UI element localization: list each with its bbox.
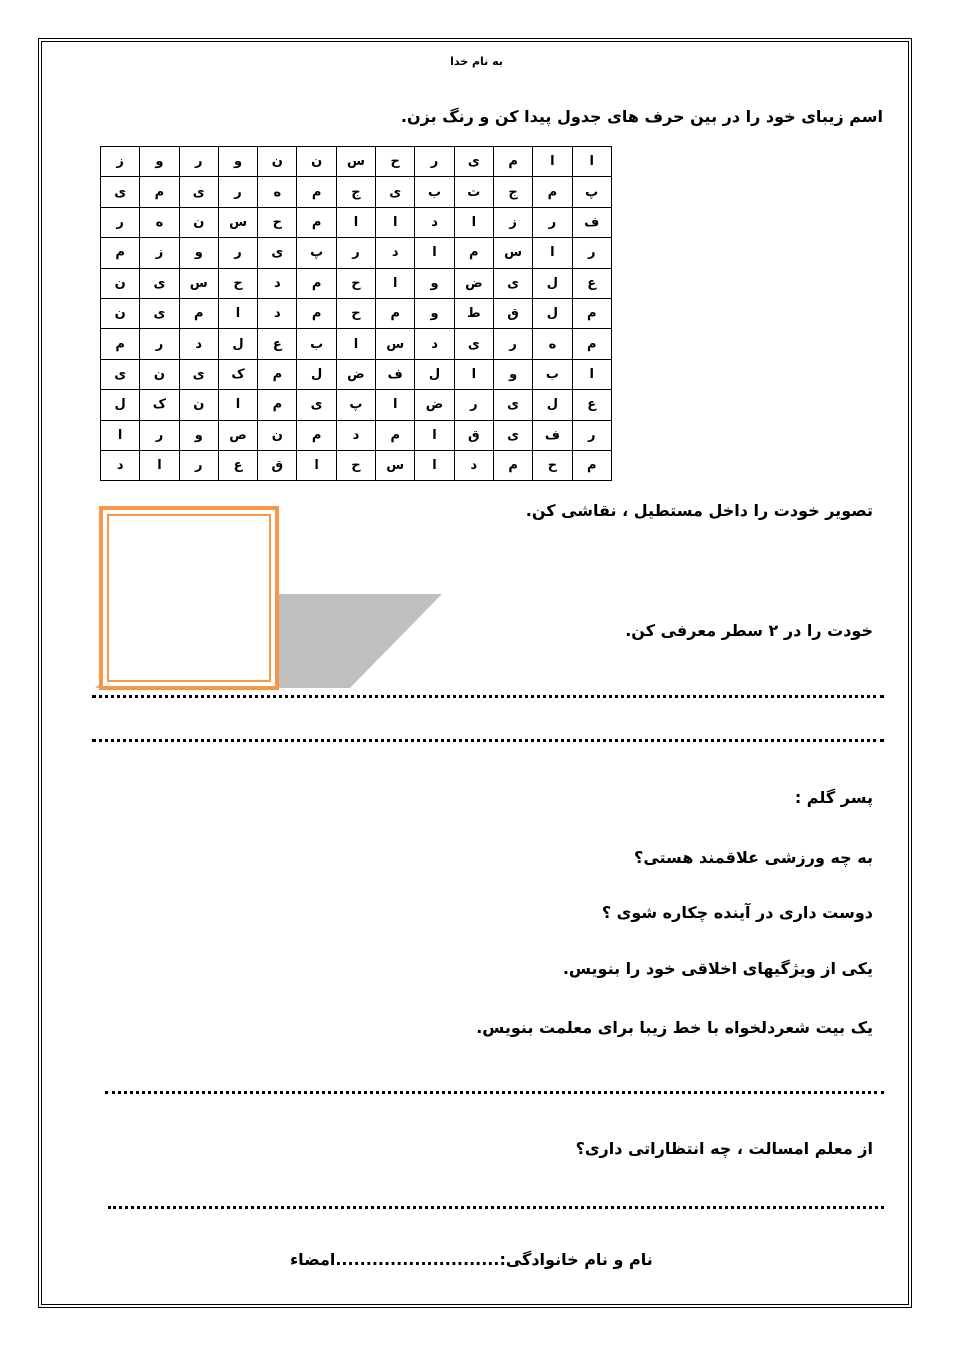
grid-cell[interactable]: ح	[336, 298, 375, 328]
grid-cell[interactable]: س	[218, 207, 257, 237]
grid-cell[interactable]: م	[376, 420, 415, 450]
grid-cell[interactable]: س	[376, 329, 415, 359]
question-expectations: از معلم امسالت ، چه انتظاراتی داری؟	[575, 1139, 873, 1158]
grid-cell[interactable]: ف	[572, 207, 611, 237]
grid-cell[interactable]: ر	[101, 207, 140, 237]
grid-cell[interactable]: م	[454, 238, 493, 268]
grid-cell[interactable]: ب	[533, 359, 572, 389]
grid-cell[interactable]: ی	[297, 390, 336, 420]
grid-cell[interactable]: و	[179, 238, 218, 268]
grid-cell[interactable]: م	[572, 450, 611, 480]
draw-yourself-instruction: تصویر خودت را داخل مستطیل ، نقاشی کن.	[525, 501, 873, 520]
grid-cell[interactable]: ل	[533, 298, 572, 328]
grid-cell[interactable]: م	[297, 177, 336, 207]
grid-cell[interactable]: ا	[533, 238, 572, 268]
grid-cell[interactable]: ح	[336, 268, 375, 298]
grid-cell[interactable]: ب	[297, 329, 336, 359]
grid-cell[interactable]: ا	[533, 147, 572, 177]
grid-cell[interactable]: و	[179, 420, 218, 450]
grid-row	[101, 390, 612, 420]
grid-cell[interactable]: ل	[101, 390, 140, 420]
grid-cell[interactable]: ا	[376, 268, 415, 298]
grid-cell[interactable]: و	[493, 359, 532, 389]
grid-cell[interactable]: ل	[533, 390, 572, 420]
grid-cell[interactable]: ق	[258, 450, 297, 480]
self-portrait-box[interactable]	[99, 506, 279, 690]
grid-cell[interactable]: ی	[493, 420, 532, 450]
grid-cell[interactable]: ر	[140, 420, 179, 450]
grid-cell[interactable]: ل	[297, 359, 336, 389]
grid-cell[interactable]: ن	[258, 147, 297, 177]
grid-cell[interactable]: ل	[415, 359, 454, 389]
writing-line-2[interactable]	[92, 739, 884, 742]
grid-cell[interactable]: م	[376, 298, 415, 328]
grid-cell[interactable]: ی	[454, 147, 493, 177]
grid-cell[interactable]: ا	[101, 420, 140, 450]
grid-cell[interactable]: ی	[101, 177, 140, 207]
grid-cell[interactable]: ه	[258, 177, 297, 207]
grid-cell[interactable]: د	[454, 450, 493, 480]
grid-cell[interactable]: ل	[218, 329, 257, 359]
grid-cell[interactable]: م	[533, 177, 572, 207]
grid-row	[101, 177, 612, 207]
grid-cell[interactable]: ن	[140, 359, 179, 389]
grid-cell[interactable]: ی	[179, 177, 218, 207]
grid-row	[101, 329, 612, 359]
grid-cell[interactable]: ک	[218, 359, 257, 389]
grid-cell[interactable]: ی	[493, 268, 532, 298]
grid-cell[interactable]: م	[297, 420, 336, 450]
grid-cell[interactable]: ر	[493, 329, 532, 359]
grid-row	[101, 207, 612, 237]
grid-cell[interactable]: د	[258, 268, 297, 298]
grid-cell[interactable]: ض	[336, 359, 375, 389]
signature-line[interactable]: نام و نام خانوادگی:...........................امضاء	[290, 1250, 653, 1269]
grid-cell[interactable]: ا	[140, 450, 179, 480]
grid-cell[interactable]: ص	[218, 420, 257, 450]
grid-cell[interactable]: م	[572, 298, 611, 328]
grid-cell[interactable]: د	[179, 329, 218, 359]
grid-cell[interactable]: ر	[454, 390, 493, 420]
grid-cell[interactable]: م	[101, 238, 140, 268]
grid-cell[interactable]: ع	[572, 268, 611, 298]
grid-cell[interactable]: ا	[218, 298, 257, 328]
grid-cell[interactable]: م	[572, 329, 611, 359]
grid-cell[interactable]: د	[336, 420, 375, 450]
grid-cell[interactable]: ا	[572, 359, 611, 389]
grid-cell[interactable]: ی	[101, 359, 140, 389]
grid-cell[interactable]: ا	[218, 390, 257, 420]
grid-cell[interactable]: د	[376, 238, 415, 268]
grid-cell[interactable]: م	[297, 207, 336, 237]
grid-cell[interactable]: ع	[258, 329, 297, 359]
grid-cell[interactable]: و	[415, 298, 454, 328]
grid-cell[interactable]: پ	[297, 238, 336, 268]
grid-cell[interactable]: ه	[140, 207, 179, 237]
grid-cell[interactable]: ا	[415, 450, 454, 480]
greeting-heading: پسر گلم :	[794, 788, 873, 807]
grid-cell[interactable]: ر	[218, 177, 257, 207]
grid-cell[interactable]: ا	[454, 359, 493, 389]
grid-cell[interactable]: س	[179, 268, 218, 298]
grid-cell[interactable]: م	[101, 329, 140, 359]
grid-cell[interactable]: ا	[415, 238, 454, 268]
grid-cell[interactable]: ر	[572, 238, 611, 268]
grid-cell[interactable]: ر	[572, 420, 611, 450]
grid-cell[interactable]: م	[297, 268, 336, 298]
grid-cell[interactable]: ز	[140, 238, 179, 268]
grid-row	[101, 268, 612, 298]
grid-cell[interactable]: ح	[218, 268, 257, 298]
grid-cell[interactable]: ی	[258, 238, 297, 268]
grid-cell[interactable]: ا	[572, 147, 611, 177]
grid-cell[interactable]: م	[493, 450, 532, 480]
grid-cell[interactable]: ز	[493, 207, 532, 237]
grid-cell[interactable]: م	[140, 177, 179, 207]
grid-cell[interactable]: ی	[140, 268, 179, 298]
writing-line-1[interactable]	[92, 695, 884, 698]
grid-cell[interactable]: م	[493, 147, 532, 177]
grid-cell[interactable]: س	[493, 238, 532, 268]
grid-row	[101, 450, 612, 480]
grid-cell[interactable]: ه	[533, 329, 572, 359]
grid-row	[101, 147, 612, 177]
grid-cell[interactable]: ج	[493, 177, 532, 207]
grid-cell[interactable]: و	[415, 268, 454, 298]
grid-cell[interactable]: ن	[258, 420, 297, 450]
grid-cell[interactable]: ا	[336, 207, 375, 237]
grid-cell[interactable]: م	[258, 390, 297, 420]
grid-cell[interactable]: ر	[218, 238, 257, 268]
grid-cell[interactable]: م	[179, 298, 218, 328]
grid-cell[interactable]: ی	[179, 359, 218, 389]
grid-cell[interactable]: ا	[297, 450, 336, 480]
grid-cell[interactable]: ب	[415, 177, 454, 207]
grid-cell[interactable]: ق	[493, 298, 532, 328]
grid-cell[interactable]: ا	[376, 390, 415, 420]
grid-cell[interactable]: ر	[179, 147, 218, 177]
grid-cell[interactable]: ن	[179, 390, 218, 420]
grid-cell[interactable]: و	[140, 147, 179, 177]
grid-cell[interactable]: ط	[454, 298, 493, 328]
grid-cell[interactable]: م	[297, 298, 336, 328]
grid-cell[interactable]: ر	[336, 238, 375, 268]
grid-cell[interactable]: ن	[101, 298, 140, 328]
writing-line-4[interactable]	[108, 1206, 884, 1209]
grid-cell[interactable]: ی	[140, 298, 179, 328]
grid-cell[interactable]: ج	[336, 177, 375, 207]
letter-grid	[100, 146, 612, 481]
grid-cell[interactable]: م	[258, 359, 297, 389]
grid-row	[101, 359, 612, 389]
question-poem: یک بیت شعردلخواه با خط زیبا برای معلمت بنویس.	[476, 1018, 873, 1037]
grid-cell[interactable]: ر	[415, 147, 454, 177]
question-sport: به چه ورزشی علاقمند هستی؟	[634, 848, 873, 867]
grid-cell[interactable]: ض	[415, 390, 454, 420]
grid-cell[interactable]: ی	[454, 329, 493, 359]
grid-cell[interactable]: س	[376, 450, 415, 480]
grid-cell[interactable]: د	[415, 329, 454, 359]
grid-cell[interactable]: ر	[140, 329, 179, 359]
question-future-job: دوست داری در آینده چکاره شوی ؟	[601, 903, 873, 922]
grid-cell[interactable]: ح	[258, 207, 297, 237]
grid-cell[interactable]: ر	[533, 207, 572, 237]
grid-cell[interactable]: ض	[454, 268, 493, 298]
introduce-yourself-instruction: خودت را در ۲ سطر معرفی کن.	[625, 621, 873, 640]
grid-cell[interactable]: ع	[572, 390, 611, 420]
writing-line-3[interactable]	[105, 1091, 884, 1094]
grid-cell[interactable]: ک	[140, 390, 179, 420]
grid-cell[interactable]: ق	[454, 420, 493, 450]
grid-cell[interactable]: س	[336, 147, 375, 177]
grid-cell[interactable]: و	[218, 147, 257, 177]
grid-cell[interactable]: د	[258, 298, 297, 328]
grid-cell[interactable]: ا	[376, 207, 415, 237]
grid-cell[interactable]: ی	[493, 390, 532, 420]
grid-row	[101, 298, 612, 328]
page-title: به نام خدا	[450, 55, 503, 68]
find-name-instruction: اسم زیبای خود را در بین حرف های جدول پیدا کن و رنگ بزن.	[400, 107, 883, 126]
grid-cell[interactable]: ل	[533, 268, 572, 298]
grid-cell[interactable]: ا	[454, 207, 493, 237]
grid-cell[interactable]: ح	[376, 147, 415, 177]
grid-cell[interactable]: ا	[336, 329, 375, 359]
grid-row	[101, 420, 612, 450]
grid-cell[interactable]: ی	[376, 177, 415, 207]
grid-cell[interactable]: پ	[336, 390, 375, 420]
grid-cell[interactable]: ن	[101, 268, 140, 298]
grid-cell[interactable]: د	[415, 207, 454, 237]
question-character-trait: یکی از ویژگیهای اخلاقی خود را بنویس.	[562, 959, 873, 978]
grid-cell[interactable]: ر	[179, 450, 218, 480]
grid-cell[interactable]: ح	[533, 450, 572, 480]
grid-cell[interactable]: پ	[572, 177, 611, 207]
grid-row	[101, 238, 612, 268]
grid-cell[interactable]: ف	[376, 359, 415, 389]
grid-cell[interactable]: ف	[533, 420, 572, 450]
grid-cell[interactable]: ا	[415, 420, 454, 450]
grid-cell[interactable]: ت	[454, 177, 493, 207]
grid-cell[interactable]: ح	[336, 450, 375, 480]
grid-cell[interactable]: ن	[179, 207, 218, 237]
grid-cell[interactable]: ن	[297, 147, 336, 177]
grid-cell[interactable]: ع	[218, 450, 257, 480]
grid-cell[interactable]: د	[101, 450, 140, 480]
grid-cell[interactable]: ز	[101, 147, 140, 177]
